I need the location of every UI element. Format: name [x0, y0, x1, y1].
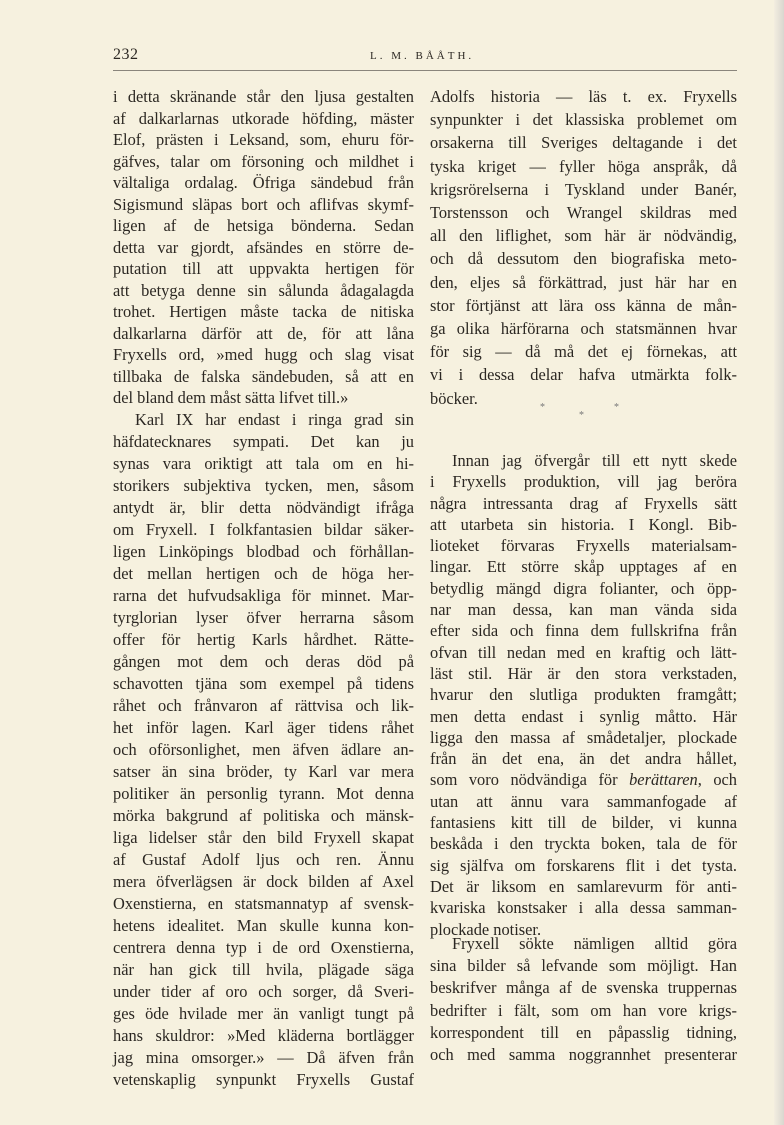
- text-line: hvarur den slutliga produkten framgått;: [430, 685, 737, 705]
- text-line: all den liflighet, som här är nödvändig,: [430, 226, 737, 246]
- italic-word: berättaren: [629, 770, 698, 790]
- text-line: dalkarlarna därför att de, för att låna: [113, 323, 414, 343]
- text-line: Fryxell sökte nämligen alltid göra: [452, 934, 737, 953]
- text-line: storikers subjektiva tycken, men, såsom: [113, 476, 414, 495]
- text-line: bedrifter i fält, som om han vore krigs-: [430, 1000, 737, 1020]
- text-line: och oförsonlighet, men äfven ädlare an-: [113, 740, 414, 759]
- text-segment: som voro nödvändiga för: [430, 770, 630, 790]
- text-line: rarna det hufvudsakliga för minnet. Mar-: [113, 586, 414, 605]
- text-line: under tider af oro och sorger, då Sveri-: [113, 982, 414, 1001]
- text-line: från än det ena, än det andra hållet,: [430, 749, 737, 769]
- text-line: putation till att uppvakta hertigen för: [113, 259, 414, 278]
- text-line: Torstensson och Wrangel skildras med: [430, 203, 737, 223]
- text-line: betydlig mängd digra folianter, och öpp-: [430, 578, 737, 598]
- text-line: i detta skränande står den ljusa gestalten: [113, 87, 414, 106]
- text-line: plockade notiser.: [430, 919, 542, 939]
- right-paragraph-2: [430, 450, 737, 940]
- header-rule: [113, 70, 737, 71]
- text-line: fantasiens kitt till de bilder, vi kunna: [430, 813, 737, 833]
- text-line: korrespondent till en påpasslig tidning,: [430, 1022, 737, 1042]
- text-line: när han gick till hvila, plägade säga: [113, 960, 414, 979]
- text-line: om Fryxell. I folkfantasien bildar säker-: [113, 520, 414, 539]
- running-title: L. M. BÅÅTH.: [370, 50, 475, 62]
- section-break-asterisks: [530, 400, 630, 430]
- text-line: tillbaka de falska sändebuden, så att en: [113, 366, 414, 386]
- text-line: sig själfva om forskarens flit i det tysta.: [430, 855, 737, 875]
- text-line: vi i dessa delar hafva utmärkta folk-: [430, 365, 737, 385]
- text-line: Adolfs historia — läs t. ex. Fryxells: [430, 87, 737, 106]
- text-line: af dalkarlarnas utkorade höfding, mäster: [113, 108, 414, 128]
- text-line: het inför lagen. Karl äger tidens råhet: [113, 718, 414, 737]
- text-line: antydt är, blir detta nödvändigt ifråga: [113, 498, 414, 517]
- text-line: del bland dem måst sätta lifvet till.»: [113, 388, 349, 407]
- text-line: centrera denna typ i de ord Oxenstierna,: [113, 938, 414, 957]
- text-line: Innan jag öfvergår till ett nytt skede: [452, 451, 737, 470]
- text-line: beskåda i den tryckta boken, tala de för: [430, 834, 737, 854]
- text-line: i Fryxells produktion, vill jag beröra: [430, 472, 737, 492]
- right-paragraph-1: [430, 85, 737, 410]
- right-paragraph-3: [430, 933, 737, 1066]
- text-line: beskrifver många af de svenska truppernas: [430, 978, 737, 998]
- text-line: af Gustaf Adolf ljus och ren. Ännu: [113, 850, 414, 869]
- text-line: men detta endast i synlig måtto. Här: [430, 706, 737, 726]
- text-line: krigsrörelserna i Tyskland under Banér,: [430, 179, 737, 199]
- text-line: böcker.: [430, 388, 478, 408]
- text-line: Fryxells ord, »med hugg och slag visat: [113, 345, 414, 364]
- text-line: offer för hertig Karls hårdhet. Rätte-: [113, 630, 414, 649]
- page-edge-shadow: [774, 0, 784, 1125]
- text-line: gången mot dem och deras död på: [113, 652, 414, 671]
- text-line: hans skuldror: »Med kläderna bortlägger: [113, 1026, 414, 1045]
- text-line: lioteket förvaras Fryxells materialsam-: [430, 536, 737, 556]
- text-line: ges öde hvilade mer än vanligt tungt på: [113, 1004, 414, 1023]
- text-line: synpunkter i det klassiska problemet om: [430, 110, 737, 130]
- left-paragraph-2: [113, 409, 414, 1091]
- text-line: Elof, prästen i Leksand, som, ehuru för-: [113, 130, 414, 149]
- text-line: ga olika härförarna och statsmännen hvar: [430, 319, 737, 339]
- text-line: vetenskaplig synpunkt Fryxells Gustaf: [113, 1070, 414, 1089]
- asterisk-mark: *: [579, 410, 584, 421]
- text-line: synas vara oriktigt att tala om en hi-: [113, 454, 414, 473]
- text-line: att utarbeta sin historia. I Kongl. Bib-: [430, 514, 737, 534]
- text-line: tyska kriget — fyller höga anspråk, då: [430, 156, 737, 176]
- text-line: detta var gjordt, afsändes en större de-: [113, 237, 414, 257]
- text-segment: , och: [697, 770, 737, 790]
- text-line: kvariska konstsaker i alla dessa samman-: [430, 898, 737, 918]
- text-line: häfdatecknares sympati. Det kan ju: [113, 432, 414, 451]
- text-line: liga lidelser står den bild Fryxell skapat: [113, 828, 414, 847]
- text-line: mera öfverlägsen är dock bilden af Axel: [113, 872, 414, 891]
- text-line: ligen af de hetsiga bönderna. Sedan: [113, 216, 414, 235]
- text-line: Sigismund släpas bort och aflifvas skymf-: [113, 194, 414, 214]
- text-line: för sig — då må det ej förnekas, att: [430, 342, 737, 362]
- text-line: stor förtjänst att lära oss känna de mån-: [430, 295, 737, 315]
- text-line: och med samma noggrannhet presenterar: [430, 1045, 737, 1065]
- text-line: ofvan till nedan med en kraftig och lätt-: [430, 642, 737, 662]
- text-line: trohet. Hertigen måste tacka de nitiska: [113, 302, 414, 321]
- text-line: schavotten tjäna som exempel på tidens: [113, 674, 414, 693]
- text-line: Karl IX har endast i ringa grad sin: [135, 410, 414, 429]
- text-line: lingar. Ett större skåp upptages af en: [430, 557, 737, 577]
- page-number: 232: [113, 46, 139, 63]
- text-line: efter sida och finna dem fullskrifna från: [430, 621, 737, 641]
- text-line: politiker än personlig tyrann. Mot denna: [113, 784, 414, 803]
- text-line: och då dessutom den biografiska meto-: [430, 249, 737, 269]
- text-line: sina bilder så lefvande som möjligt. Han: [430, 956, 737, 976]
- text-line: den, eljes så förkättrad, just här har en: [430, 272, 737, 292]
- text-line: nar man dessa, kan man vända sida: [430, 600, 737, 620]
- text-line: några intressanta drag af Fryxells sätt: [430, 493, 737, 513]
- text-line: vältaliga ordalag. Öfriga sändebud från: [113, 173, 414, 192]
- text-line: Det är liksom en samlarevurm för anti-: [430, 876, 737, 896]
- text-line: ligga den massa af smådetaljer, plockade: [430, 727, 737, 747]
- text-line: att betyga denne sin sålunda ådagalagda: [113, 280, 414, 300]
- text-line: [430, 769, 737, 790]
- text-line: råhet och frånvaron af rättvisa och lik-: [113, 696, 414, 715]
- text-line: mörka bakgrund af politiska och mänsk-: [113, 806, 414, 825]
- text-line: ligen Linköpings blodbad och förhållan-: [113, 542, 414, 561]
- text-line: utan att ännu vara sammanfogade af: [430, 791, 737, 811]
- text-line: satser än sina bröder, ty Karl var mera: [113, 762, 414, 781]
- text-line: jag mina omsorger.» — Då äfven från: [113, 1048, 414, 1067]
- text-line: läst stil. Här är den stora verkstaden,: [430, 663, 737, 683]
- text-line: hetens idealitet. Man skulle kunna kon-: [113, 916, 414, 935]
- text-line: tyrglorian lyser öfver herrarna såsom: [113, 608, 414, 627]
- asterisk-mark: *: [540, 402, 545, 413]
- text-line: orsakerna till Sveriges deltagande i det: [430, 133, 737, 153]
- text-line: gäfves, talar om försoning och mildhet i: [113, 151, 414, 171]
- text-line: det mellan hertigen och de höga her-: [113, 564, 414, 583]
- left-paragraph-1: [113, 86, 414, 409]
- text-line: Oxenstierna, en statsmannatyp af svensk-: [113, 894, 414, 913]
- asterisk-mark: *: [614, 402, 619, 413]
